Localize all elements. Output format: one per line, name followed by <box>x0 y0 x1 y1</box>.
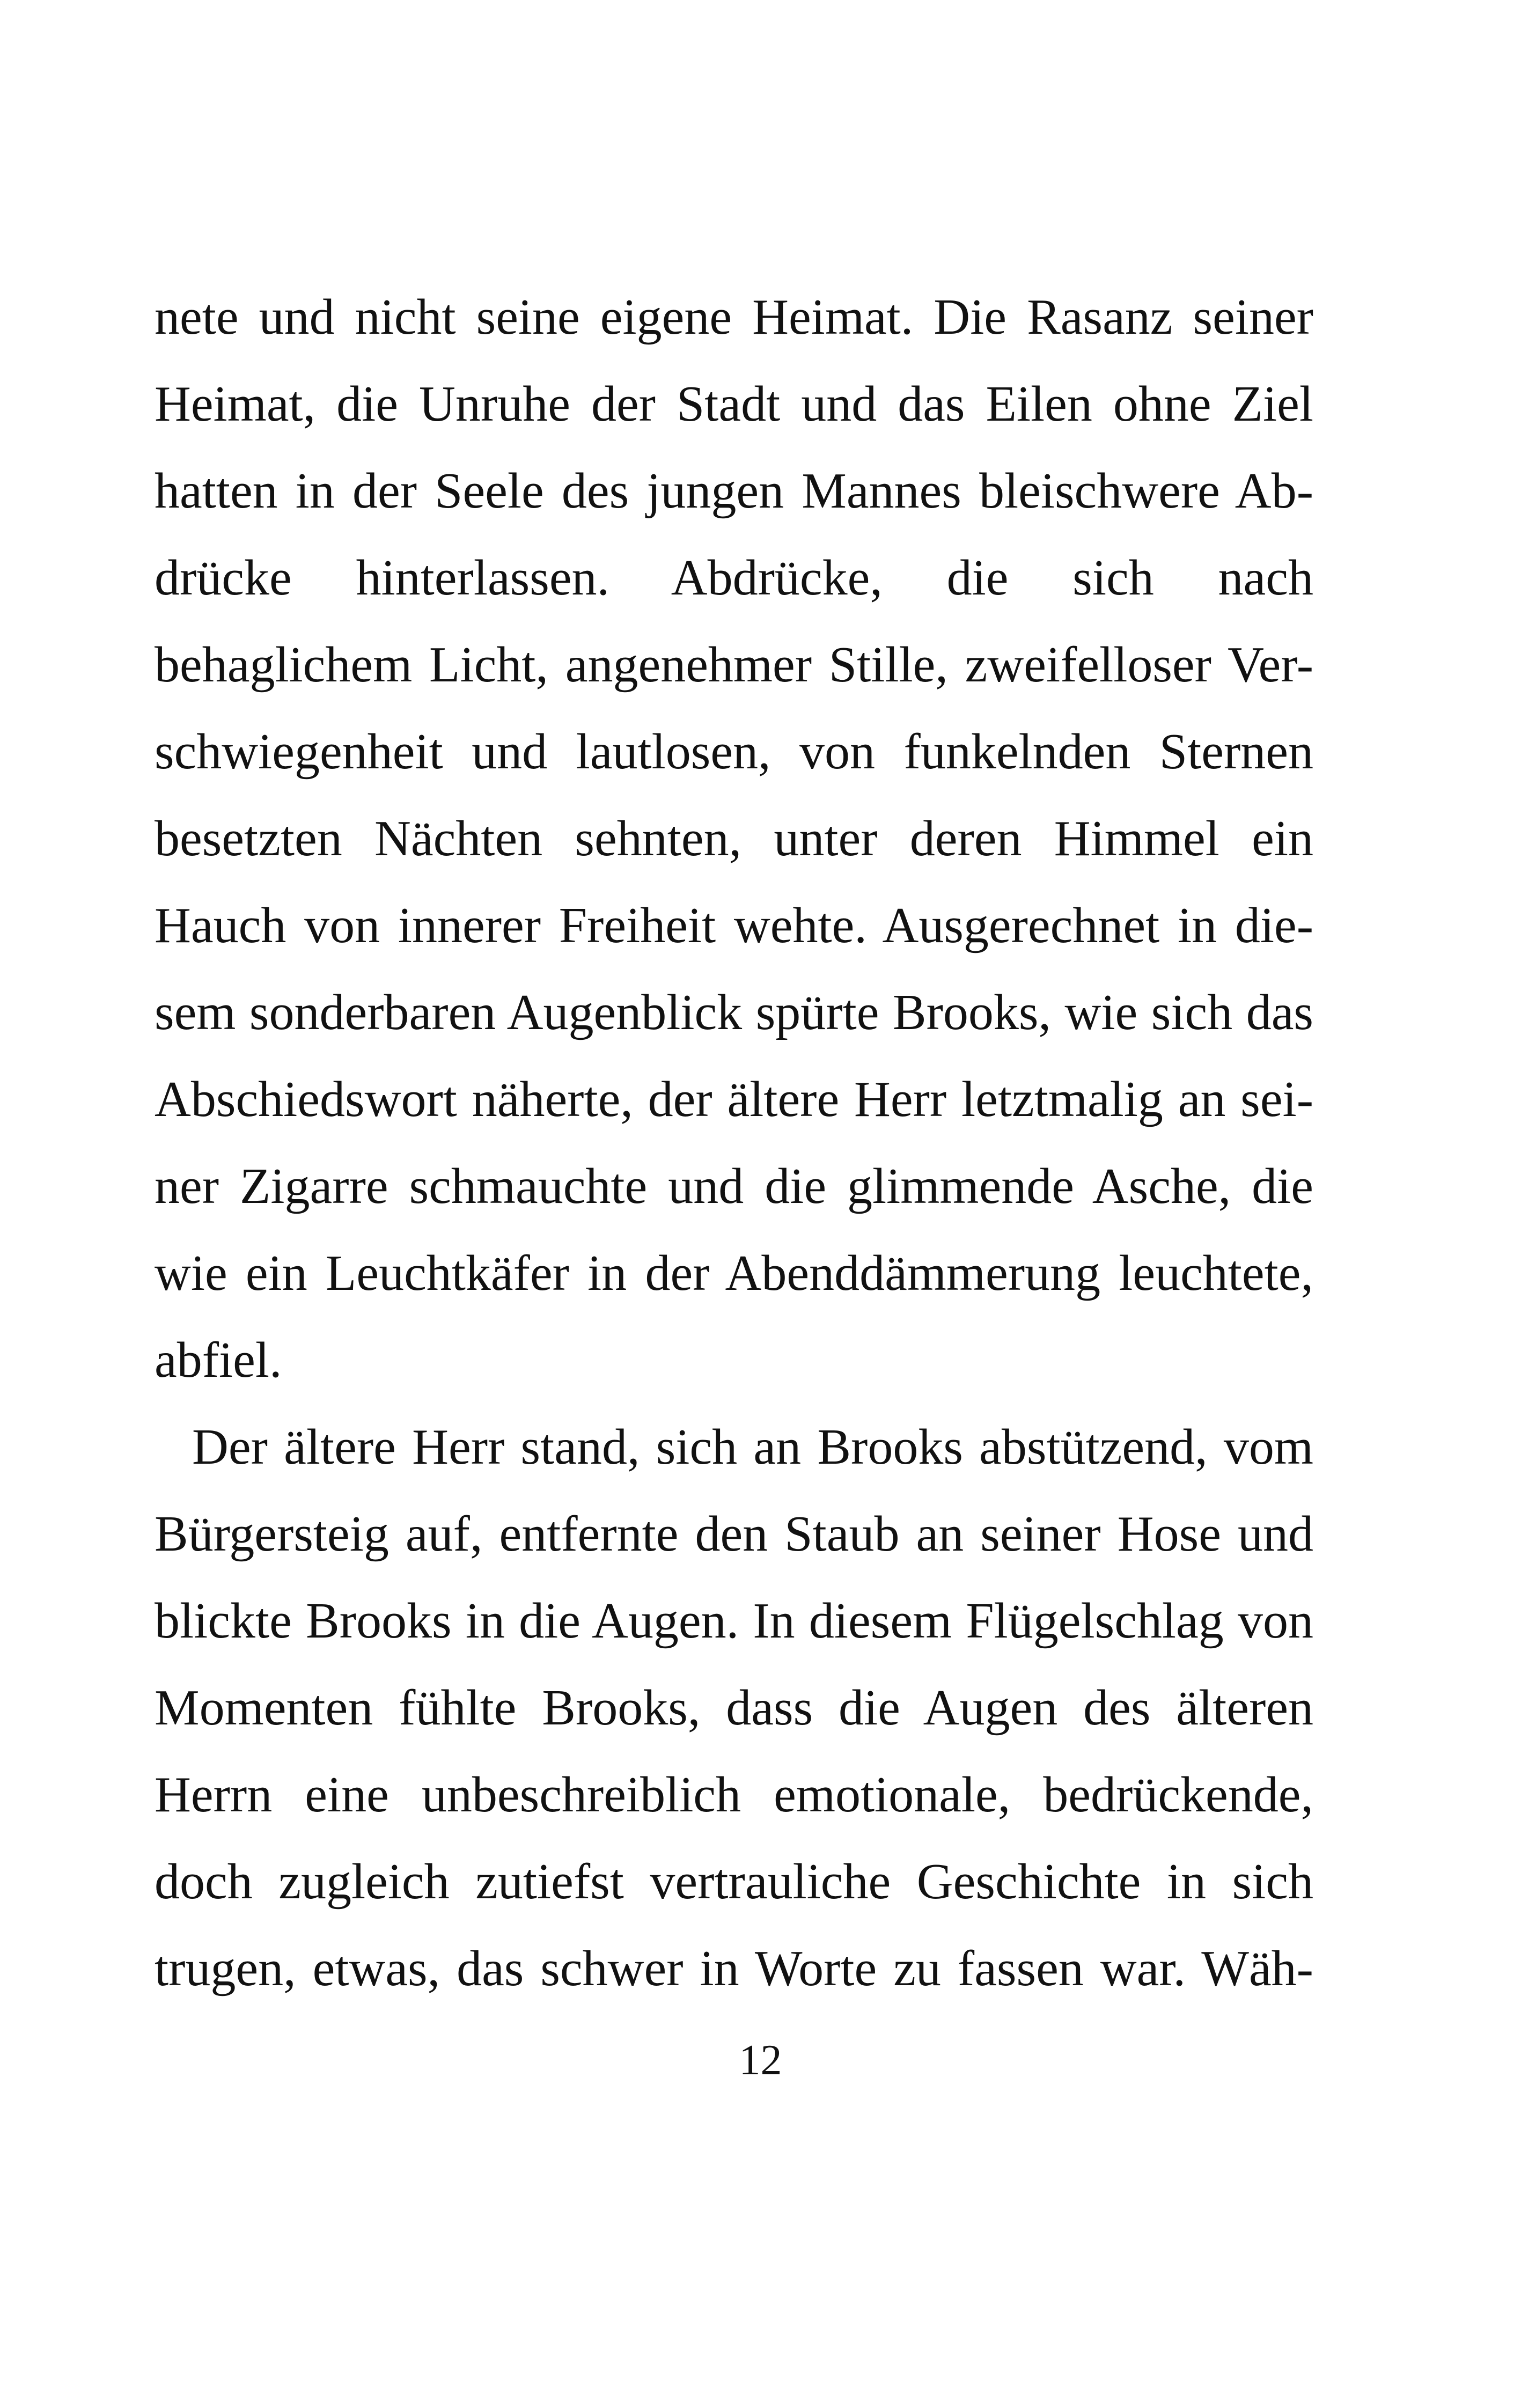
text-line: Hauch von innerer Freiheit wehte. Ausgerechnet in die- <box>155 898 1313 953</box>
text-line: Der ältere Herr stand, sich an Brooks abstützend, vom <box>192 1419 1313 1475</box>
text-line: doch zugleich zutiefst vertrauliche Geschichte in sich <box>155 1854 1313 1910</box>
text-line: trugen, etwas, das schwer in Worte zu fassen war. Wäh- <box>155 1941 1313 1996</box>
text-line: Herrn eine unbeschreiblich emotionale, bedrückende, <box>155 1767 1313 1823</box>
text-line: Heimat, die Unruhe der Stadt und das Eilen ohne Ziel <box>155 376 1313 432</box>
text-line: besetzten Nächten sehnten, unter deren Himmel ein <box>155 811 1313 867</box>
text-line: ner Zigarre schmauchte und die glimmende Asche, die <box>155 1158 1313 1214</box>
text-line: nete und nicht seine eigene Heimat. Die Rasanz seiner <box>155 289 1313 345</box>
text-line: Abschiedswort näherte, der ältere Herr letztmalig an sei- <box>155 1071 1313 1127</box>
text-line: blickte Brooks in die Augen. In diesem Flügelschlag von <box>155 1593 1313 1649</box>
text-line: wie ein Leuchtkäfer in der Abenddämmerung leuchtete, <box>155 1245 1313 1301</box>
text-line: schwiegenheit und lautlosen, von funkelnden Sternen <box>155 724 1313 780</box>
body-text <box>155 274 1313 2012</box>
text-line: Bürgersteig auf, entfernte den Staub an seiner Hose und <box>155 1506 1313 1562</box>
page-number: 12 <box>739 2037 782 2084</box>
text-line: Momenten fühlte Brooks, dass die Augen des älteren <box>155 1680 1313 1736</box>
text-line: abfiel. <box>155 1332 282 1388</box>
text-line: drücke hinterlassen. Abdrücke, die sich nach <box>155 550 1313 606</box>
text-line: sem sonderbaren Augenblick spürte Brooks, wie sich das <box>155 985 1313 1040</box>
text-line: behaglichem Licht, angenehmer Stille, zweifelloser Ver- <box>155 637 1313 693</box>
text-line: hatten in der Seele des jungen Mannes bleischwere Ab- <box>155 463 1313 519</box>
